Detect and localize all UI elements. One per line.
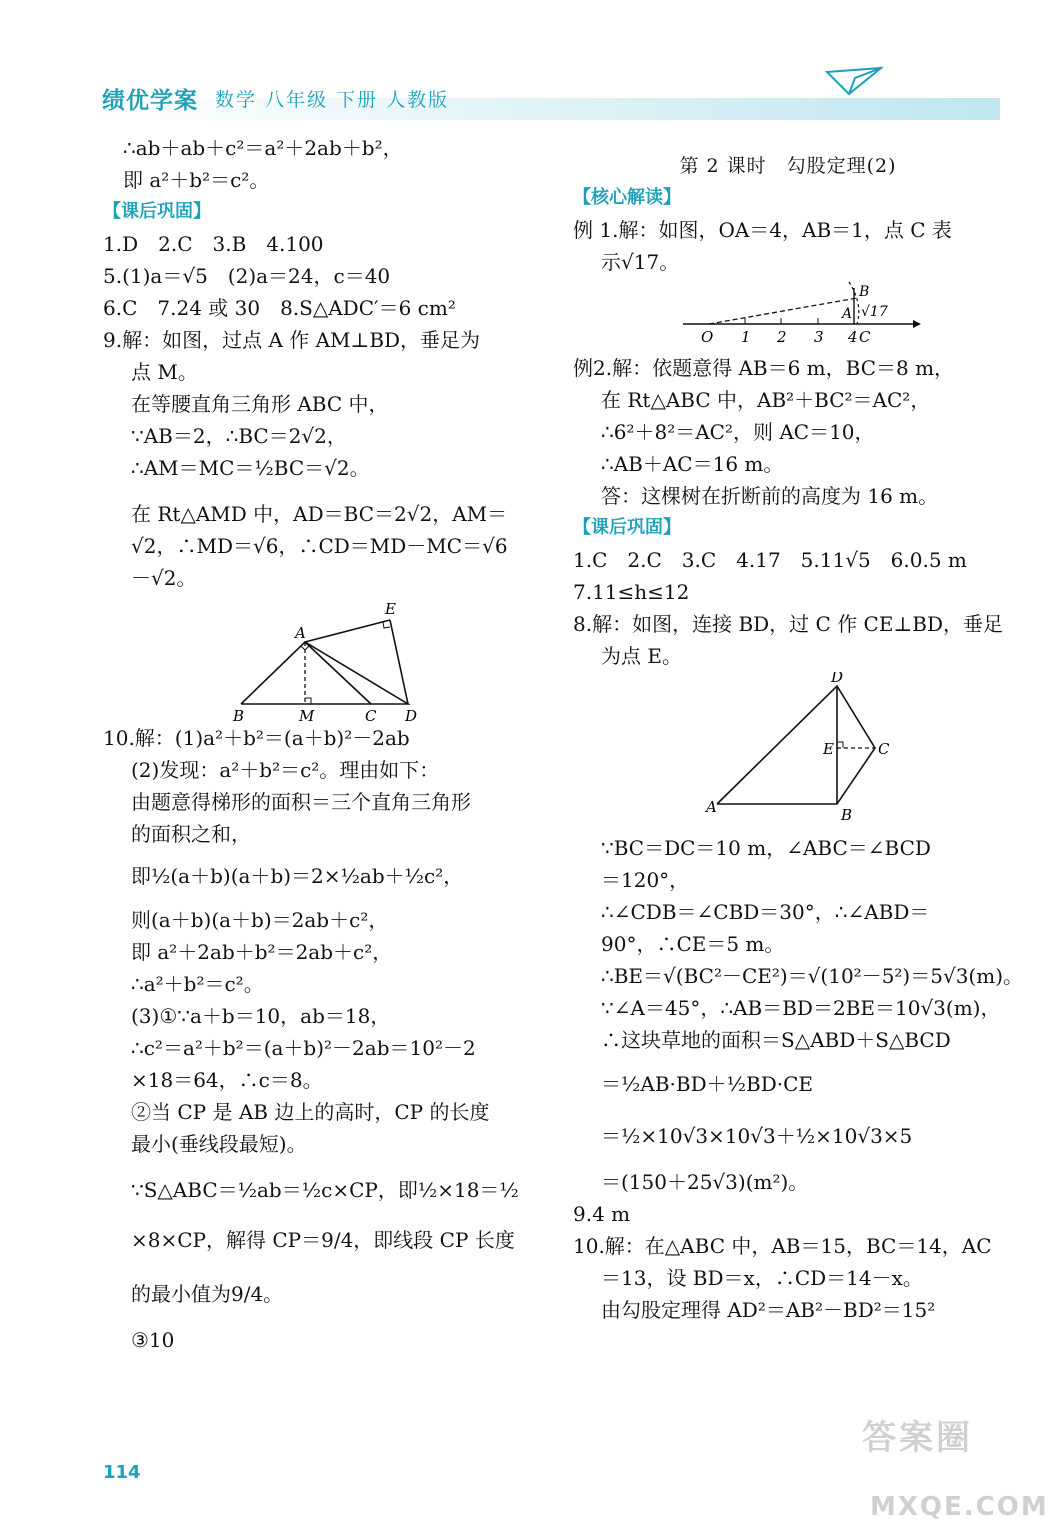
text-line: 即 a²＋b²＝c²。 <box>123 168 270 192</box>
answer-line: 1.C 2.C 3.C 4.17 5.11√5 6.0.5 m <box>573 548 967 572</box>
watermark-url: MXQE.COM <box>870 1492 1049 1522</box>
text-line: ∴∠CDB＝∠CBD＝30°，∴∠ABD＝ <box>601 900 930 924</box>
text-line: ∴a²＋b²＝c²。 <box>131 972 264 996</box>
label-a: A <box>842 306 853 322</box>
section-heading: 【课后巩固】 <box>103 201 211 222</box>
text-line: 示√17。 <box>601 250 680 274</box>
text-line: ＝½×10√3×10√3＋½×10√3×5 <box>601 1124 913 1148</box>
section-heading: 【课后巩固】 <box>573 517 681 538</box>
answer-line: 5.(1)a＝√5 (2)a＝24，c＝40 <box>103 264 391 288</box>
text-line: 最小(垂线段最短)。 <box>131 1132 307 1156</box>
text-line: ②当 CP 是 AB 边上的高时，CP 的长度 <box>131 1100 490 1124</box>
answer-line: 7.11≤h≤12 <box>573 580 690 604</box>
label-c: C <box>365 707 377 722</box>
brand-logo: 绩优学案 <box>102 88 198 114</box>
text-line: 90°，∴CE＝5 m。 <box>601 932 785 956</box>
label-a: A <box>706 798 717 816</box>
text-line: ∴AM＝MC＝½BC＝√2。 <box>131 456 370 480</box>
book-subtitle: 数学 八年级 下册 人教版 <box>215 89 450 111</box>
page-header <box>0 60 1053 120</box>
answer-line: 6.C 7.24 或 30 8.S△ADC′＝6 cm² <box>103 296 456 320</box>
tick-1: 1 <box>741 328 751 346</box>
text-line: 例2.解：依题意得 AB＝6 m，BC＝8 m， <box>573 356 955 380</box>
text-line: 即 a²＋2ab＋b²＝2ab＋c²， <box>131 940 393 964</box>
text-line: 10.解：在△ABC 中，AB＝15，BC＝14，AC <box>573 1234 992 1258</box>
text-line: ＝½AB·BD＋½BD·CE <box>601 1072 813 1096</box>
tick-3: 3 <box>814 328 824 346</box>
text-line: ＝(150＋25√3)(m²)。 <box>601 1170 809 1194</box>
left-column <box>103 132 533 1356</box>
text-line: 即½(a＋b)(a＋b)＝2×½ab＋½c²， <box>131 864 464 888</box>
text-line: 在等腰直角三角形 ABC 中， <box>131 392 389 416</box>
text-line: (3)①∵a＋b＝10，ab＝18， <box>131 1004 391 1028</box>
right-column <box>573 150 1024 1326</box>
lesson-title: 第 2 课时 勾股定理(2) <box>679 155 897 177</box>
label-e: E <box>385 600 396 618</box>
label-b: B <box>233 707 245 722</box>
watermark-logo: 答案圈 <box>862 1418 973 1458</box>
text-line: －√2。 <box>131 566 197 590</box>
label-a: A <box>295 624 306 642</box>
label-e: E <box>823 740 834 758</box>
text-line: 点 M。 <box>131 360 198 384</box>
label-d: D <box>405 707 418 722</box>
text-line: 10.解：(1)a²＋b²＝(a＋b)²－2ab <box>103 726 410 750</box>
label-c: C <box>878 740 890 758</box>
text-line: 由题意得梯形的面积＝三个直角三角形 <box>131 790 471 814</box>
figure-triangle-abd <box>103 594 533 722</box>
text-line: ∴c²＝a²＋b²＝(a＋b)²－2ab＝10²－2 <box>131 1036 476 1060</box>
tick-4: 4 <box>848 328 858 346</box>
text-line: 8.解：如图，连接 BD，过 C 作 CE⊥BD，垂足 <box>573 612 1003 636</box>
label-m: M <box>299 707 315 722</box>
label-d: D <box>831 672 844 686</box>
text-line: 答：这棵树在折断前的高度为 16 m。 <box>601 484 939 508</box>
text-line: 的面积之和， <box>131 822 251 846</box>
paper-plane-icon <box>825 64 885 98</box>
answer-line: 1.D 2.C 3.B 4.100 <box>103 232 324 256</box>
label-b: B <box>859 284 870 300</box>
text-line: ＝120°， <box>601 868 690 892</box>
text-line: √2，∴MD＝√6，∴CD＝MD－MC＝√6 <box>131 534 508 558</box>
text-line: 由勾股定理得 AD²＝AB²－BD²＝15² <box>601 1298 936 1322</box>
figure-number-line <box>573 278 1003 352</box>
figure-quadrilateral-abcd <box>573 672 1003 832</box>
text-line: 为点 E。 <box>601 644 682 668</box>
text-line: 在 Rt△AMD 中，AD＝BC＝2√2，AM＝ <box>131 502 508 526</box>
text-line: 例 1.解：如图，OA＝4，AB＝1，点 C 表 <box>573 218 952 242</box>
text-line: 则(a＋b)(a＋b)＝2ab＋c²， <box>131 908 389 932</box>
text-line: ∵BC＝DC＝10 m，∠ABC＝∠BCD <box>601 836 931 860</box>
text-line: ∴这块草地的面积＝S△ABD＋S△BCD <box>601 1028 951 1052</box>
label-o: O <box>701 328 714 346</box>
text-line: 在 Rt△ABC 中，AB²＋BC²＝AC²， <box>601 388 931 412</box>
text-line: ∴BE＝√(BC²－CE²)＝√(10²－5²)＝5√3(m)。 <box>601 964 1024 988</box>
text-line: ∵S△ABC＝½ab＝½c×CP，即½×18＝½ <box>131 1178 519 1202</box>
text-line: ∴6²＋8²＝AC²，则 AC＝10， <box>601 420 875 444</box>
section-heading: 【核心解读】 <box>573 187 681 208</box>
text-line: ③10 <box>131 1328 175 1352</box>
tick-2: 2 <box>777 328 787 346</box>
text-line: ×8×CP，解得 CP＝9/4，即线段 CP 长度 <box>131 1228 515 1252</box>
text-line: ∴ab＋ab＋c²＝a²＋2ab＋b²， <box>123 136 403 160</box>
text-line: (2)发现：a²＋b²＝c²。理由如下： <box>131 758 440 782</box>
text-line: ＝13，设 BD＝x，∴CD＝14－x。 <box>601 1266 923 1290</box>
text-line: 9.解：如图，过点 A 作 AM⊥BD，垂足为 <box>103 328 481 352</box>
text-line: ×18＝64，∴c＝8。 <box>131 1068 323 1092</box>
text-line: ∴AB＋AC＝16 m。 <box>601 452 784 476</box>
text-line: 的最小值为9/4。 <box>131 1282 284 1306</box>
text-line: ∵∠A＝45°，∴AB＝BD＝2BE＝10√3(m)， <box>601 996 1001 1020</box>
answer-line: 9.4 m <box>573 1202 631 1226</box>
page-number: 114 <box>103 1462 141 1483</box>
text-line: ∵AB＝2，∴BC＝2√2， <box>131 424 347 448</box>
label-b: B <box>841 806 853 824</box>
label-sqrt17: √17 <box>861 304 888 320</box>
label-c: C <box>859 328 871 346</box>
